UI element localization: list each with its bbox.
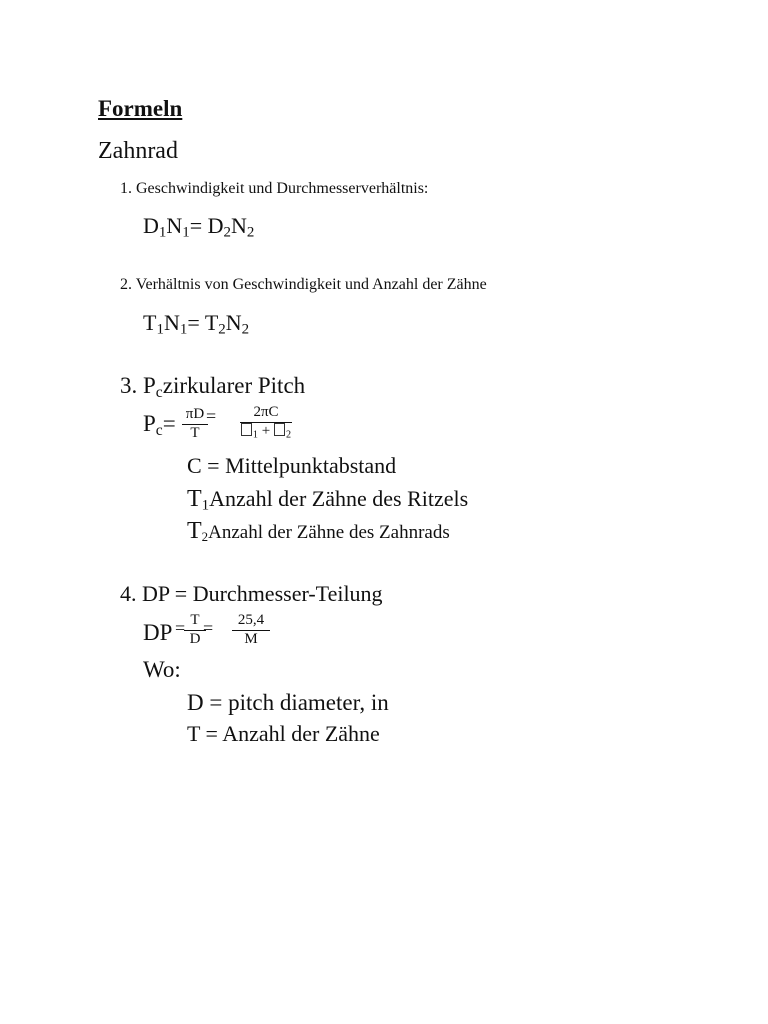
item-4-fraction-1: T D [184,612,206,648]
item-3-fraction-equals: = [206,406,217,426]
item-3-fraction-2: 2πC $_1$ + $_2$ [240,404,292,440]
item-3-heading: 3. $P_czirkularer$ Pitch [120,373,306,401]
definition-t: T = Anzahl der Zähne [187,721,380,746]
definition-c: C = Mittelpunktabstand [187,453,397,478]
item-4-fraction-2: 25,4 M [232,612,270,648]
item-1-formula: $D_1N_1= D_2N_2$ [143,213,255,241]
item-4-formula-lhs: DP [143,620,173,645]
item-3-fraction-1: πD T [182,406,208,442]
item-2-formula: $T_1N_1= T_2N_2$ [143,310,250,338]
placeholder-box-icon [274,423,285,436]
definition-t2: $T_2Anzahl$ der Zähne des Zahnrads [187,518,450,545]
definition-t1: $T_1Anzahl$ der Zähne des Ritzels [187,486,469,514]
placeholder-box-icon [241,423,252,436]
item-4-equals-1: = [175,618,186,638]
where-label: Wo: [143,657,181,682]
item-3-formula-lhs: $P_c=$ [143,411,176,439]
item-1-heading: 1. Geschwindigkeit und Durchmesserverhältnis: [120,180,429,197]
definition-d: D = pitch diameter, in [187,690,389,715]
item-4-fraction-equals: = [203,618,214,638]
section-title: Zahnrad [98,138,178,164]
item-2-heading: 2. Verhältnis von Geschwindigkeit und Anzahl der Zähne [120,276,487,293]
page-title: Formeln [98,96,183,121]
item-4-heading: 4. DP = Durchmesser-Teilung [120,581,383,606]
